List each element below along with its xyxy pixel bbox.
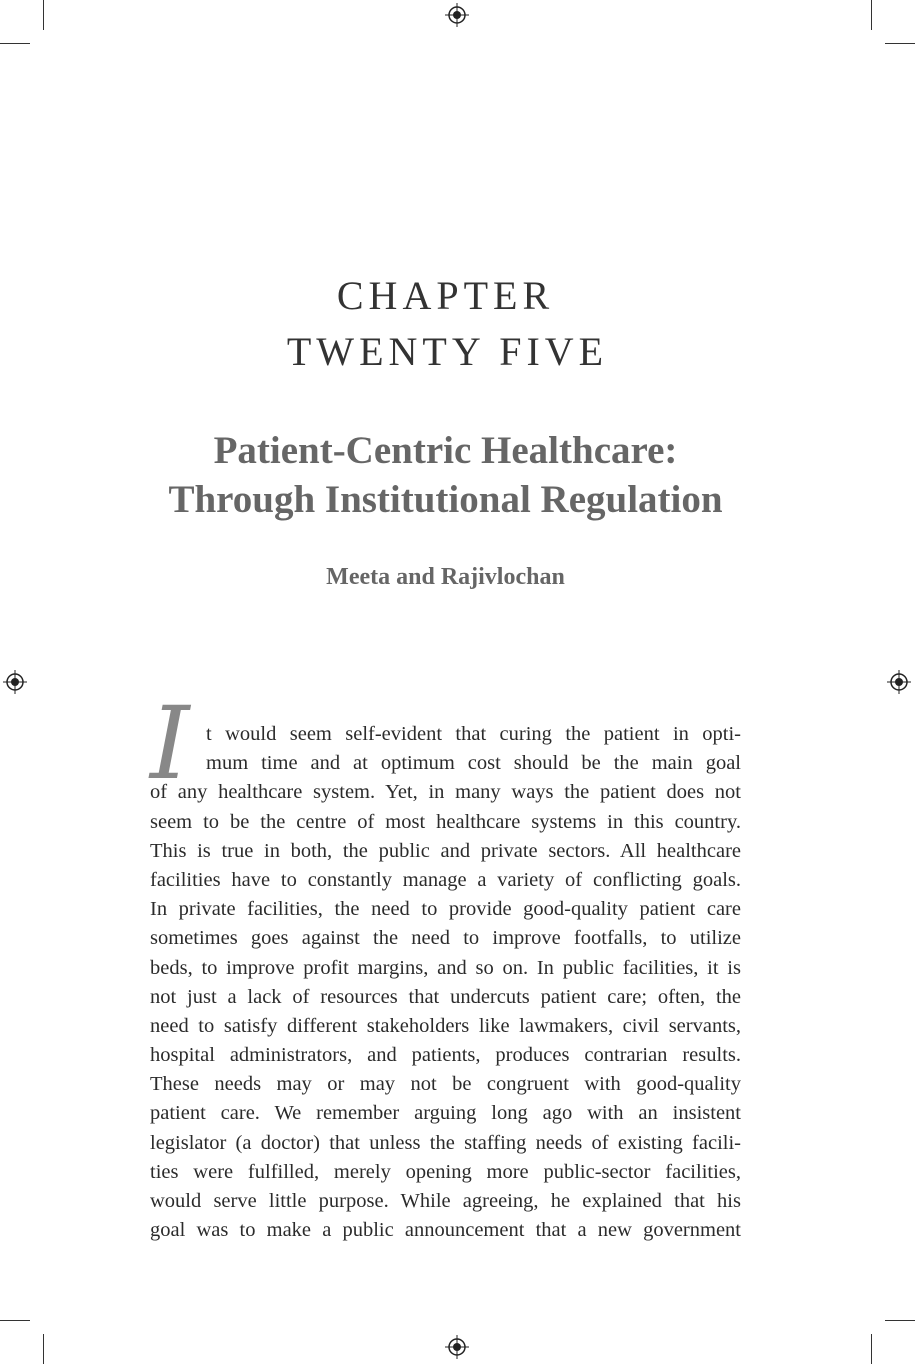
crop-mark-bottom-right (871, 1334, 872, 1364)
body-line: legislator (a doctor) that unless the staffing needs of existing facili- (150, 1131, 741, 1154)
crop-mark-top-left (43, 0, 44, 30)
registration-mark-icon (445, 3, 469, 27)
crop-mark-bottom-left (0, 1320, 30, 1321)
registration-mark-icon (445, 1335, 469, 1359)
chapter-title-line-2: Through Institutional Regulation (168, 478, 723, 521)
crop-mark-bottom-right (885, 1320, 915, 1321)
body-line: of any healthcare system. Yet, in many ways the patient does not (150, 781, 741, 804)
chapter-label: CHAPTER (336, 273, 555, 318)
body-line: mum time and at optimum cost should be the main goal (206, 752, 741, 775)
body-line: sometimes goes against the need to improve footfalls, to utilize (150, 927, 741, 950)
body-line: not just a lack of resources that undercuts patient care; often, the (150, 985, 741, 1008)
crop-mark-top-left (0, 43, 30, 44)
body-line: seem to be the centre of most healthcare systems in this country. (150, 810, 741, 833)
body-line: hospital administrators, and patients, produces contrarian results. (150, 1044, 741, 1067)
registration-mark-icon (887, 670, 911, 694)
crop-mark-top-right (871, 0, 872, 30)
drop-cap: I (150, 685, 190, 802)
chapter-authors: Meeta and Rajivlochan (326, 564, 565, 590)
body-line: patient care. We remember arguing long ago with an insistent (150, 1102, 741, 1125)
body-paragraph (150, 720, 741, 1245)
body-line: facilities have to constantly manage a variety of conflicting goals. (150, 868, 741, 891)
body-line: ties were fulfilled, merely opening more public-sector facilities, (150, 1160, 741, 1183)
registration-mark-icon (3, 670, 27, 694)
chapter-number: TWENTY FIVE (286, 329, 609, 374)
body-line: t would seem self-evident that curing the patient in opti- (206, 723, 741, 745)
body-line: need to satisfy different stakeholders like lawmakers, civil servants, (150, 1014, 741, 1037)
crop-mark-bottom-left (43, 1334, 44, 1364)
body-line: beds, to improve profit margins, and so on. In public facilities, it is (150, 956, 741, 979)
body-line: would serve little purpose. While agreeing, he explained that his (150, 1190, 741, 1212)
body-line: goal was to make a public announcement that a new government (150, 1219, 741, 1242)
body-line: In private facilities, the need to provide good-quality patient care (150, 898, 741, 921)
body-line: These needs may or may not be congruent with good-quality (150, 1073, 741, 1096)
body-line: This is true in both, the public and private sectors. All healthcare (150, 839, 741, 862)
crop-mark-top-right (885, 43, 915, 44)
chapter-title-line-1: Patient-Centric Healthcare: (213, 429, 678, 472)
